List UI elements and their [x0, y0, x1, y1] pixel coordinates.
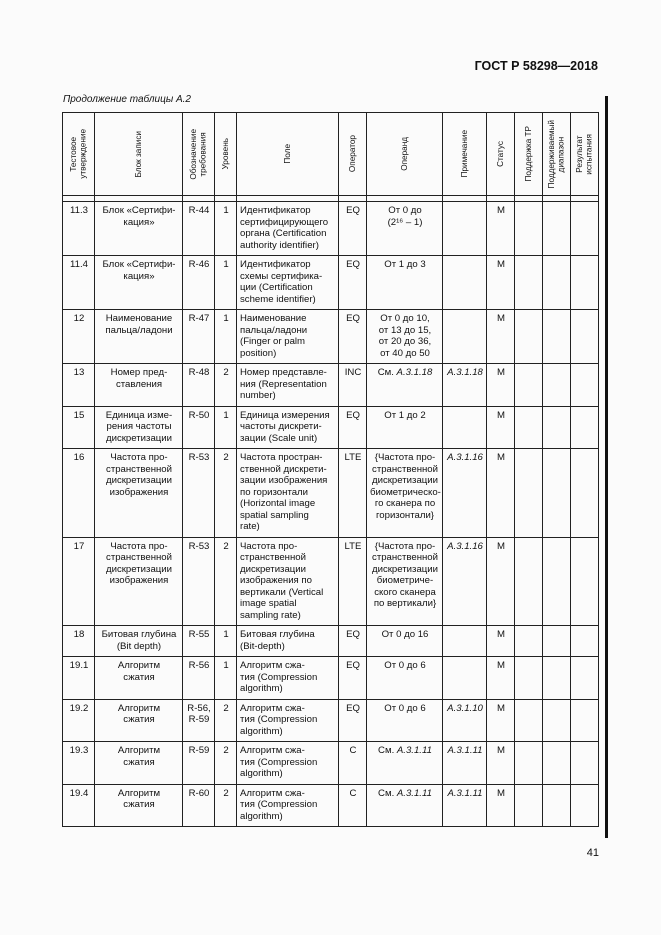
requirement-cell: R-44 [183, 202, 215, 256]
empty-cell [515, 364, 543, 407]
table-row [63, 537, 599, 626]
record-block-cell: Алгоритм сжатия [95, 784, 183, 827]
test-id-cell: 16 [63, 449, 95, 538]
column-header-label: Статус [495, 141, 505, 167]
operator-cell: C [339, 742, 367, 785]
status-cell: M [487, 310, 515, 364]
empty-cell [543, 699, 571, 742]
operator-cell: EQ [339, 699, 367, 742]
empty-cell [515, 657, 543, 700]
record-block-cell: Наименование пальца/ладони [95, 310, 183, 364]
operand-cell: {Частота про- странственной дискретизации биометриче- ского сканера по вертикали} [367, 537, 443, 626]
status-cell: M [487, 784, 515, 827]
column-header [515, 113, 543, 196]
requirement-cell: R-56 [183, 657, 215, 700]
document-id: ГОСТ Р 58298—2018 [474, 59, 598, 73]
column-header [367, 113, 443, 196]
note-cell [443, 310, 487, 364]
empty-cell [515, 202, 543, 256]
record-block-cell: Единица изме- рения частоты дискретизации [95, 406, 183, 449]
column-header [237, 113, 339, 196]
status-cell: M [487, 537, 515, 626]
record-block-cell: Частота про- странственной дискретизации изображения [95, 537, 183, 626]
note-cell [443, 657, 487, 700]
table-header-row [63, 113, 599, 196]
note-cell: А.3.1.11 [443, 784, 487, 827]
requirement-cell: R-46 [183, 256, 215, 310]
table-row [63, 406, 599, 449]
test-id-cell: 15 [63, 406, 95, 449]
empty-cell [515, 256, 543, 310]
operator-cell: LTE [339, 537, 367, 626]
empty-cell [543, 310, 571, 364]
table-caption: Продолжение таблицы А.2 [63, 94, 191, 105]
status-cell: M [487, 449, 515, 538]
table-row [63, 449, 599, 538]
requirement-cell: R-53 [183, 449, 215, 538]
test-id-cell: 12 [63, 310, 95, 364]
column-header [63, 113, 95, 196]
field-cell: Частота простран- ственной дискрети- зации изображения по горизонтали (Horizontal image spatial sampling rate) [237, 449, 339, 538]
field-cell: Наименование пальца/ладони (Finger or palm position) [237, 310, 339, 364]
empty-cell [515, 537, 543, 626]
empty-cell [515, 626, 543, 657]
level-cell: 2 [215, 784, 237, 827]
empty-cell [571, 202, 599, 256]
empty-cell [543, 256, 571, 310]
empty-cell [571, 626, 599, 657]
empty-cell [571, 449, 599, 538]
operator-cell: EQ [339, 256, 367, 310]
requirement-cell: R-50 [183, 406, 215, 449]
test-id-cell: 19.4 [63, 784, 95, 827]
record-block-cell: Номер пред- ставления [95, 364, 183, 407]
status-cell: M [487, 626, 515, 657]
field-cell: Битовая глубина (Bit-depth) [237, 626, 339, 657]
table-row [63, 784, 599, 827]
empty-cell [515, 449, 543, 538]
column-header-label: Поддержка ТР [523, 126, 533, 182]
field-cell: Алгоритм сжа- тия (Compression algorithm) [237, 699, 339, 742]
empty-cell [571, 657, 599, 700]
record-block-cell: Алгоритм сжатия [95, 699, 183, 742]
column-header-label: Уровень [220, 138, 230, 170]
column-header-label: Поле [282, 144, 292, 164]
column-header [215, 113, 237, 196]
column-header [95, 113, 183, 196]
column-header [339, 113, 367, 196]
field-cell: Идентификатор схемы сертифика- ции (Certification scheme identifier) [237, 256, 339, 310]
requirement-cell: R-55 [183, 626, 215, 657]
record-block-cell: Блок «Сертифи- кация» [95, 202, 183, 256]
test-id-cell: 19.3 [63, 742, 95, 785]
level-cell: 1 [215, 626, 237, 657]
column-header-label: Операнд [399, 137, 409, 171]
requirement-cell: R-59 [183, 742, 215, 785]
test-id-cell: 17 [63, 537, 95, 626]
test-id-cell: 11.3 [63, 202, 95, 256]
table-row [63, 626, 599, 657]
operand-cell: От 1 до 2 [367, 406, 443, 449]
requirement-cell: R-60 [183, 784, 215, 827]
requirement-cell: R-48 [183, 364, 215, 407]
test-id-cell: 18 [63, 626, 95, 657]
operator-cell: EQ [339, 626, 367, 657]
note-cell [443, 202, 487, 256]
operator-cell: EQ [339, 657, 367, 700]
empty-cell [571, 537, 599, 626]
level-cell: 1 [215, 406, 237, 449]
record-block-cell: Алгоритм сжатия [95, 742, 183, 785]
empty-cell [543, 784, 571, 827]
field-cell: Единица измерения частоты дискрети- зации (Scale unit) [237, 406, 339, 449]
empty-cell [543, 742, 571, 785]
table-row [63, 364, 599, 407]
column-header-label: Обозначение требования [189, 128, 208, 180]
column-header [487, 113, 515, 196]
note-cell: А.3.1.10 [443, 699, 487, 742]
test-id-cell: 19.2 [63, 699, 95, 742]
status-cell: M [487, 657, 515, 700]
record-block-cell: Блок «Сертифи- кация» [95, 256, 183, 310]
empty-cell [515, 406, 543, 449]
empty-cell [515, 784, 543, 827]
level-cell: 1 [215, 657, 237, 700]
field-cell: Идентификатор сертифицирующего органа (Certification authority identifier) [237, 202, 339, 256]
operand-cell: От 0 до 10, от 13 до 15, от 20 до 36, от 40 до 50 [367, 310, 443, 364]
column-header-label: Тестовое утверждение [69, 129, 88, 179]
column-header-label: Поддерживаемый диапазон [547, 119, 566, 189]
empty-cell [571, 406, 599, 449]
operator-cell: EQ [339, 202, 367, 256]
field-cell: Номер представле- ния (Representation number) [237, 364, 339, 407]
level-cell: 1 [215, 310, 237, 364]
table-row [63, 256, 599, 310]
note-cell [443, 406, 487, 449]
column-header-label: Примечание [459, 130, 469, 178]
column-header-label: Результат испытания [575, 133, 594, 175]
requirement-cell: R-53 [183, 537, 215, 626]
test-id-cell: 11.4 [63, 256, 95, 310]
note-cell: А.3.1.16 [443, 449, 487, 538]
table-row [63, 310, 599, 364]
status-cell: M [487, 364, 515, 407]
operand-cell: См. А.3.1.11 [367, 784, 443, 827]
empty-cell [515, 742, 543, 785]
operator-cell: EQ [339, 310, 367, 364]
record-block-cell: Битовая глубина (Bit depth) [95, 626, 183, 657]
empty-cell [543, 202, 571, 256]
operand-cell: От 1 до 3 [367, 256, 443, 310]
operand-cell: См. А.3.1.18 [367, 364, 443, 407]
note-cell [443, 256, 487, 310]
empty-cell [543, 406, 571, 449]
operand-cell: {Частота про- странственной дискретизации биометрическо- го сканера по горизонтали} [367, 449, 443, 538]
table-body [63, 202, 599, 827]
operand-cell: См. А.3.1.11 [367, 742, 443, 785]
operator-cell: EQ [339, 406, 367, 449]
column-header-label: Оператор [347, 135, 357, 173]
empty-cell [515, 310, 543, 364]
level-cell: 2 [215, 449, 237, 538]
operand-cell: От 0 до 6 [367, 699, 443, 742]
column-header [571, 113, 599, 196]
revision-bar [605, 96, 608, 838]
empty-cell [571, 699, 599, 742]
empty-cell [571, 364, 599, 407]
column-header-label: Блок записи [133, 130, 143, 178]
requirements-table [62, 112, 599, 827]
operator-cell: INC [339, 364, 367, 407]
note-cell [443, 626, 487, 657]
level-cell: 2 [215, 742, 237, 785]
empty-cell [515, 699, 543, 742]
column-header [183, 113, 215, 196]
empty-cell [543, 626, 571, 657]
table-row [63, 202, 599, 256]
empty-cell [571, 784, 599, 827]
column-header [543, 113, 571, 196]
empty-cell [543, 657, 571, 700]
table-row [63, 657, 599, 700]
level-cell: 2 [215, 364, 237, 407]
empty-cell [543, 449, 571, 538]
level-cell: 2 [215, 699, 237, 742]
table-row [63, 742, 599, 785]
empty-cell [571, 256, 599, 310]
status-cell: M [487, 699, 515, 742]
requirement-cell: R-47 [183, 310, 215, 364]
status-cell: M [487, 742, 515, 785]
column-header [443, 113, 487, 196]
level-cell: 1 [215, 256, 237, 310]
operand-cell: От 0 до 16 [367, 626, 443, 657]
field-cell: Алгоритм сжа- тия (Compression algorithm) [237, 784, 339, 827]
test-id-cell: 13 [63, 364, 95, 407]
level-cell: 1 [215, 202, 237, 256]
status-cell: M [487, 256, 515, 310]
requirement-cell: R-56, R-59 [183, 699, 215, 742]
operand-cell: От 0 до (2¹⁶ – 1) [367, 202, 443, 256]
operator-cell: C [339, 784, 367, 827]
test-id-cell: 19.1 [63, 657, 95, 700]
level-cell: 2 [215, 537, 237, 626]
record-block-cell: Алгоритм сжатия [95, 657, 183, 700]
page-number: 41 [586, 847, 599, 859]
operator-cell: LTE [339, 449, 367, 538]
note-cell: А.3.1.16 [443, 537, 487, 626]
operand-cell: От 0 до 6 [367, 657, 443, 700]
field-cell: Частота про- странственной дискретизации изображения по вертикали (Vertical image spatial sampling rate) [237, 537, 339, 626]
note-cell: А.3.1.18 [443, 364, 487, 407]
note-cell: А.3.1.11 [443, 742, 487, 785]
field-cell: Алгоритм сжа- тия (Compression algorithm) [237, 742, 339, 785]
record-block-cell: Частота про- странственной дискретизации изображения [95, 449, 183, 538]
field-cell: Алгоритм сжа- тия (Compression algorithm) [237, 657, 339, 700]
empty-cell [571, 310, 599, 364]
empty-cell [543, 537, 571, 626]
table-row [63, 699, 599, 742]
status-cell: M [487, 406, 515, 449]
empty-cell [571, 742, 599, 785]
empty-cell [543, 364, 571, 407]
status-cell: M [487, 202, 515, 256]
